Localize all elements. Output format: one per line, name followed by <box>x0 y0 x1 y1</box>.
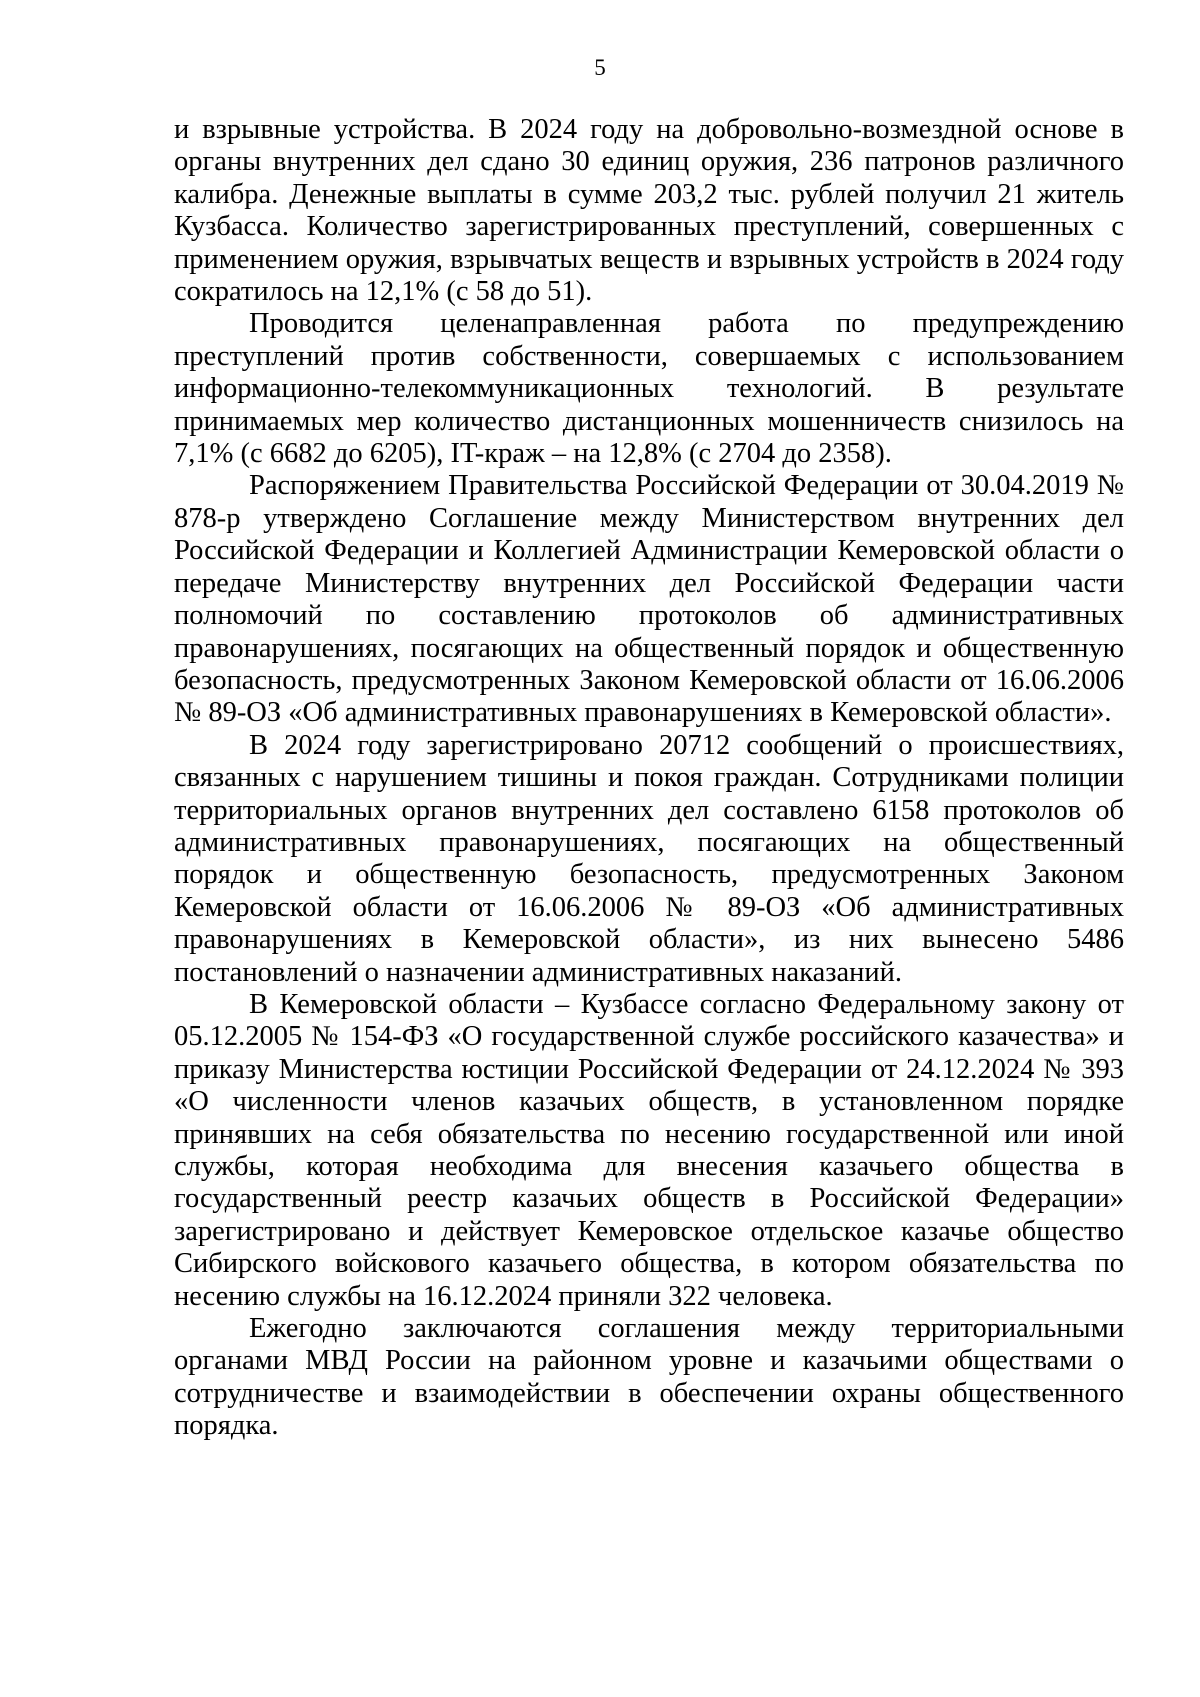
page-number: 5 <box>594 55 606 80</box>
paragraph-cossack-society: В Кемеровской области – Кузбассе согласно Федеральному закону от 05.12.2005 № 154-ФЗ «О государственной службе российского казачества» и приказу Министерства юстиции Российской Федерации от 24.12.2024 № 393 «О численности членов казачьих обществ, в установленном порядке принявших на себя обязательства по несению государственной или иной службы, которая необходима для внесения казачьего общества в государственный реестр казачьих обществ в Российской Федерации» зарегистрировано и действует Кемеровское отдельское казачье общество Сибирского войскового казачьего общества, в котором обязательства по несению службы на 16.12.2024 приняли 322 человека. <box>174 988 1124 1312</box>
paragraph-property-crimes: Проводится целенаправленная работа по предупреждению преступлений против собственности, совершаемых с использованием информационно-телекоммуникационных технологий. В результате принимаемых мер количество дистанционных мошенничеств снизилось на 7,1% (с 6682 до 6205), IT-краж – на 12,8% (с 2704 до 2358). <box>174 308 1124 470</box>
paragraph-government-order: Распоряжением Правительства Российской Федерации от 30.04.2019 № 878-р утверждено Соглашение между Министерством внутренних дел Российской Федерации и Коллегией Администрации Кемеровской области о передаче Министерству внутренних дел Российской Федерации части полномочий по составлению протоколов об административных правонарушениях, посягающих на общественный порядок и общественную безопасность, предусмотренных Законом Кемеровской области от 16.06.2006 № 89-ОЗ «Об административных правонарушениях в Кемеровской области». <box>174 470 1124 729</box>
paragraph-weapons-continuation: и взрывные устройства. В 2024 году на добровольно-возмездной основе в органы внутренних дел сдано 30 единиц оружия, 236 патронов различного калибра. Денежные выплаты в сумме 203,2 тыс. рублей получил 21 житель Кузбасса. Количество зарегистрированных преступлений, совершенных с применением оружия, взрывчатых веществ и взрывных устройств в 2024 году сократилось на 12,1% (с 58 до 51). <box>174 114 1124 308</box>
paragraph-annual-agreements: Ежегодно заключаются соглашения между территориальными органами МВД России на районном уровне и казачьими обществами о сотрудничестве и взаимодействии в обеспечении охраны общественного порядка. <box>174 1313 1124 1442</box>
paragraph-silence-violations: В 2024 году зарегистрировано 20712 сообщений о происшествиях, связанных с нарушением тишины и покоя граждан. Сотрудниками полиции территориальных органов внутренних дел составлено 6158 протоколов об административных правонарушениях, посягающих на общественный порядок и общественную безопасность, предусмотренных Законом Кемеровской области от 16.06.2006 № 89-ОЗ «Об административных правонарушениях в Кемеровской области», из них вынесено 5486 постановлений о назначении административных наказаний. <box>174 729 1124 988</box>
document-body <box>174 114 1124 1443</box>
